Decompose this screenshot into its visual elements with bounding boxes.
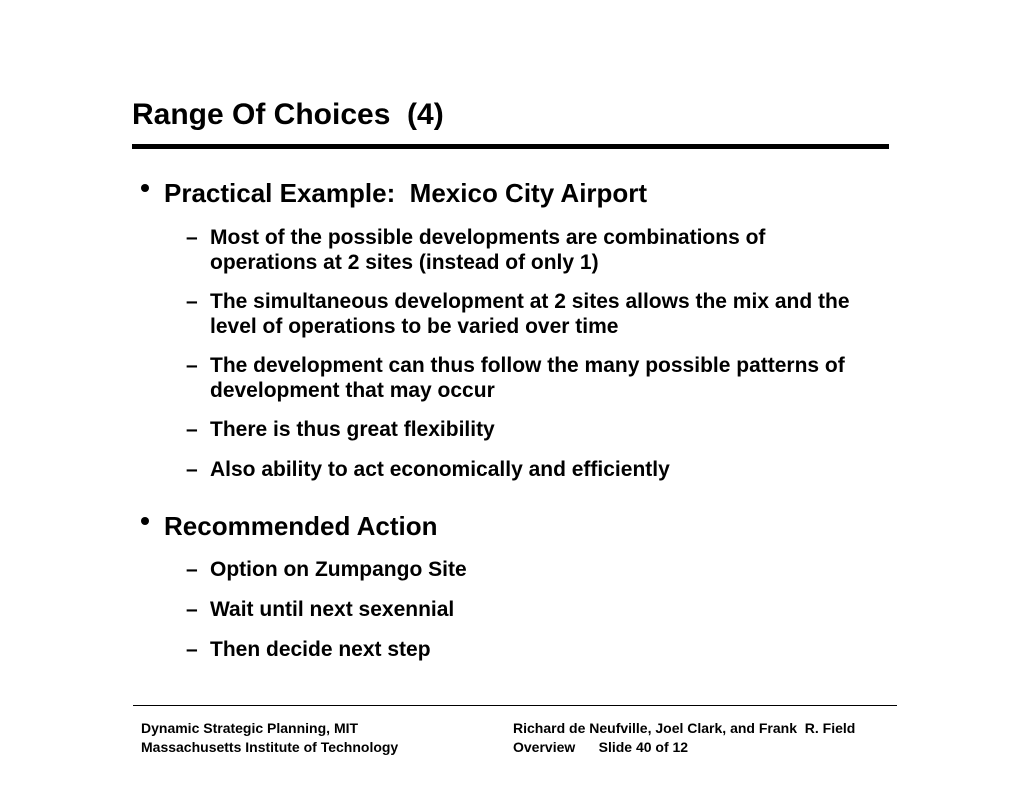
sub-item — [140, 557, 900, 582]
sub-item — [140, 417, 900, 442]
sub-item — [140, 289, 880, 339]
bullet-label: Practical Example: Mexico City Airport — [164, 178, 648, 208]
footer-authors: Richard de Neufville, Joel Clark, and Frank R. Field — [513, 720, 856, 736]
sub-item-text: The simultaneous development at 2 sites allows the mix and the level of operations to be varied over time — [210, 290, 850, 338]
sub-item-text: There is thus great flexibility — [210, 418, 495, 441]
sub-list — [140, 557, 900, 662]
dash-icon: – — [186, 354, 198, 377]
dash-icon: – — [186, 290, 198, 313]
dash-icon: – — [186, 226, 198, 249]
dash-icon: – — [186, 458, 198, 481]
bullet-row — [140, 178, 900, 208]
dash-icon: – — [186, 558, 198, 581]
footer-left — [141, 719, 398, 757]
footer-divider — [133, 705, 897, 706]
sub-item — [140, 457, 900, 482]
dash-icon: – — [186, 638, 198, 661]
sub-item — [140, 637, 900, 662]
bullet-practical-example — [140, 178, 900, 482]
dash-icon: – — [186, 418, 198, 441]
bullet-dot-icon — [140, 194, 152, 202]
sub-item — [140, 225, 870, 275]
footer-institution: Massachusetts Institute of Technology — [141, 739, 399, 755]
title-underline — [132, 144, 889, 149]
sub-list — [140, 225, 900, 482]
bullet-recommended-action — [140, 511, 900, 662]
sub-item-text: Option on Zumpango Site — [210, 558, 467, 581]
bullet-label: Recommended Action — [164, 511, 438, 541]
sub-item-text: Also ability to act economically and efficiently — [210, 458, 670, 481]
footer-slide-info: Overview Slide 40 of 12 — [513, 739, 689, 755]
sub-item — [140, 353, 870, 403]
footer-course: Dynamic Strategic Planning, MIT — [141, 720, 359, 736]
sub-item — [140, 597, 900, 622]
sub-item-text: Wait until next sexennial — [210, 598, 455, 621]
sub-item-text: Then decide next step — [210, 638, 431, 661]
bullet-dot-icon — [140, 527, 152, 535]
slide-title: Range Of Choices (4) — [132, 98, 444, 131]
dash-icon: – — [186, 598, 198, 621]
footer-right — [513, 719, 855, 757]
bullet-row — [140, 511, 900, 541]
sub-item-text: The development can thus follow the many possible patterns of development that may occur — [210, 354, 845, 402]
sub-item-text: Most of the possible developments are combinations of operations at 2 sites (instead of only 1) — [210, 226, 766, 274]
